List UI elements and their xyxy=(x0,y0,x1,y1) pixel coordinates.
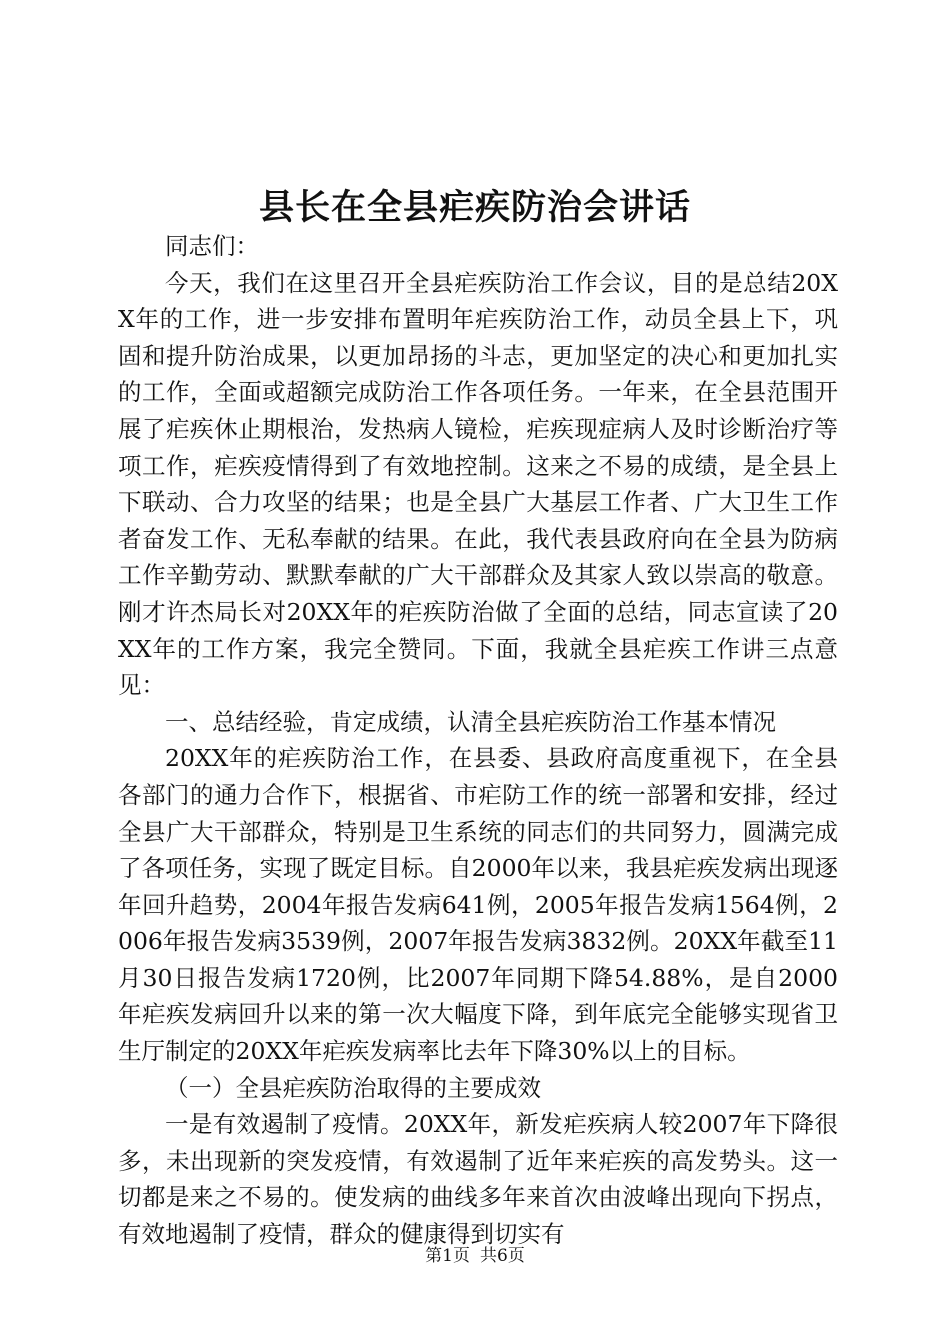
page-footer xyxy=(0,1244,950,1268)
document-body xyxy=(118,228,838,1253)
paragraph-summary: 20XX年的疟疾防治工作，在县委、县政府高度重视下，在全县各部门的通力合作下，根据省、市疟防工作的统一部署和安排，经过全县广大干部群众，特别是卫生系统的同志们的共同努力，圆满完成了各项任务，实现了既定目标。自2000年以来，我县疟疾发病出现逐年回升趋势，2004年报告发病641例，2005年报告发病1564例，2006年报告发病3539例，2007年报告发病3832例。20XX年截至11月30日报告发病1720例，比2007年同期下降54.88%，是自2000年疟疾发病回升以来的第一次大幅度下降，到年底完全能够实现省卫生厅制定的20XX年疟疾发病率比去年下降30%以上的目标。 xyxy=(118,744,838,1066)
paragraph-salutation: 同志们： xyxy=(165,232,259,260)
subsection-heading-1: （一）全县疟疾防治取得的主要成效 xyxy=(165,1073,541,1102)
section-heading-1: 一、总结经验，肯定成绩，认清全县疟疾防治工作基本情况 xyxy=(165,707,776,736)
paragraph-result-1: 一是有效遏制了疫情。20XX年，新发疟疾病人较2007年下降很多，未出现新的突发疫情，有效遏制了近年来疟疾的高发势头。这一切都是来之不易的。使发病的曲线多年来首次由波峰出现向下拐点，有效地遏制了疫情，群众的健康得到切实有 xyxy=(118,1110,838,1249)
document-title: 县长在全县疟疾防治会讲话 xyxy=(258,187,691,228)
page-total: 共6页 xyxy=(480,1246,525,1266)
paragraph-opening: 今天，我们在这里召开全县疟疾防治工作会议，目的是总结20XX年的工作，进一步安排布置明年疟疾防治工作，动员全县上下，巩固和提升防治成果，以更加昂扬的斗志，更加坚定的决心和更加扎实的工作，全面或超额完成防治工作各项任务。一年来，在全县范围开展了疟疾休止期根治，发热病人镜检，疟疾现症病人及时诊断治疗等项工作，疟疾疫情得到了有效地控制。这来之不易的成绩，是全县上下联动、合力攻坚的结果；也是全县广大基层工作者、广大卫生工作者奋发工作、无私奉献的结果。在此，我代表县政府向在全县为防病工作辛勤劳动、默默奉献的广大干部群众及其家人致以崇高的敬意。刚才许杰局长对20XX年的疟疾防治做了全面的总结，同志宣读了20XX年的工作方案，我完全赞同。下面，我就全县疟疾工作讲三点意见： xyxy=(118,268,838,700)
page-number: 第1页 xyxy=(425,1246,470,1266)
